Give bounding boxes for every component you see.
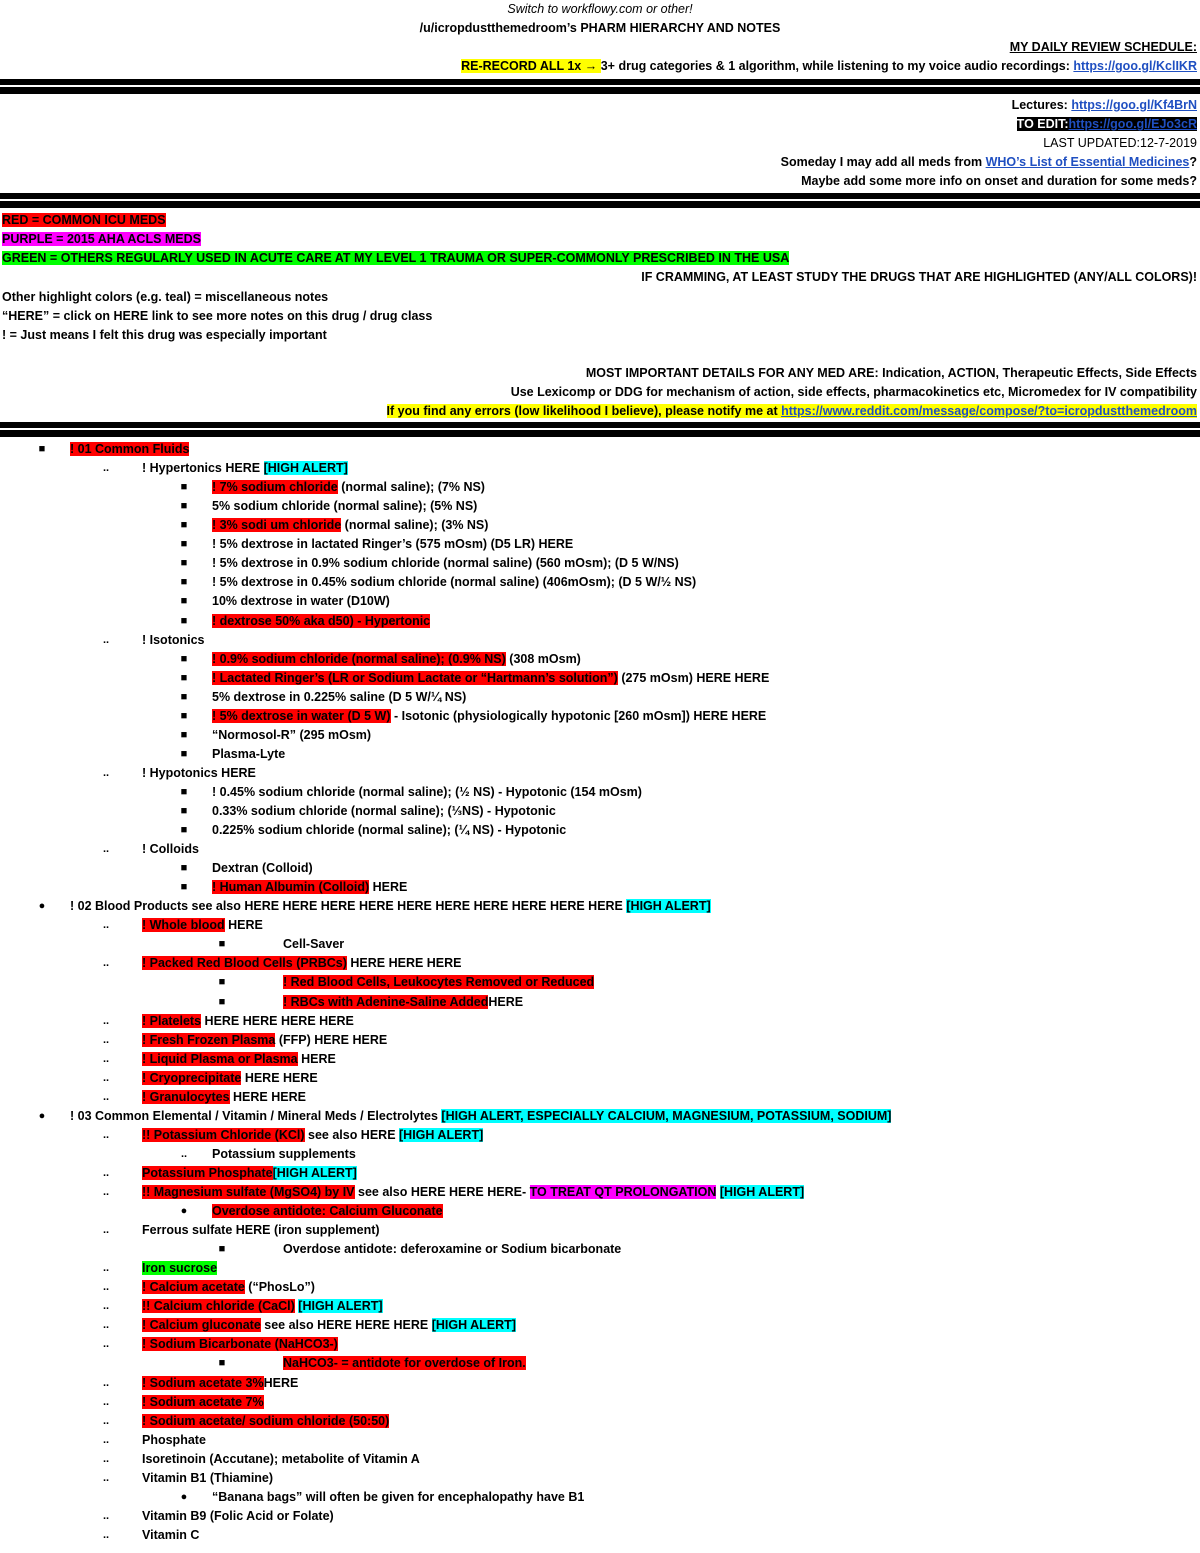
plain-text: 5% dextrose in 0.225% saline (D 5 W/¼ NS) [212, 689, 467, 704]
outline-text [142, 1126, 483, 1145]
bullet-icon: .. [102, 1071, 110, 1084]
bullet-icon: ■ [218, 938, 226, 951]
bullet-icon: ■ [180, 690, 188, 703]
plain-text: HERE [224, 918, 263, 933]
highlight-text: [HIGH ALERT] [431, 1318, 516, 1333]
plain-text: (“PhosLo”) [244, 1280, 315, 1295]
bullet-icon: .. [102, 633, 110, 646]
plain-text: Isoretinoin (Accutane); metabolite of Vitamin A [142, 1451, 420, 1466]
legend-green: GREEN = OTHERS REGULARLY USED IN ACUTE CARE AT MY LEVEL 1 TRAUMA OR SUPER-COMMONLY PRESCRIBED IN THE USA [2, 251, 790, 265]
outline-item [0, 783, 1200, 802]
outline-item [0, 1278, 1200, 1297]
plain-text: (normal saline); (7% NS) [337, 480, 485, 495]
plain-text: Ferrous sulfate HERE (iron supplement) [142, 1223, 380, 1238]
bullet-icon: .. [102, 462, 110, 475]
plain-text: HERE [297, 1051, 336, 1066]
plain-text: HERE [488, 994, 524, 1009]
outline-text [142, 1088, 306, 1107]
edit-link[interactable]: https://goo.gl/EJo3cR [1068, 117, 1197, 131]
outline-text [142, 1050, 336, 1069]
outline-item [0, 592, 1200, 611]
outline-text [142, 1526, 199, 1545]
plain-text: ! Isotonics [142, 632, 205, 647]
bullet-icon: ■ [180, 805, 188, 817]
outline-text [142, 1335, 338, 1354]
outline-text [142, 764, 256, 783]
outline-text [212, 688, 466, 707]
outline-item [0, 631, 1200, 650]
plain-text: ! 5% dextrose in 0.9% sodium chloride (normal saline) (560 mOsm); (D 5 W/NS) [212, 556, 679, 571]
outline-item [0, 516, 1200, 535]
outline-item [0, 859, 1200, 878]
outline-item [0, 459, 1200, 478]
bullet-icon: .. [102, 1433, 110, 1446]
outline-text [142, 1450, 420, 1469]
outline-text [142, 954, 462, 973]
someday-text: Someday I may add all meds from [780, 155, 986, 169]
outline-item [0, 1316, 1200, 1335]
plain-text: see also HERE HERE HERE- [354, 1185, 530, 1199]
outline-text [142, 1297, 383, 1316]
plain-text: HERE HERE [229, 1089, 306, 1104]
outline-item [0, 1050, 1200, 1069]
cramming-note: IF CRAMMING, AT LEAST STUDY THE DRUGS THAT ARE HIGHLIGHTED (ANY/ALL COLORS)! [641, 270, 1197, 284]
plain-text: see also HERE HERE HERE [260, 1318, 432, 1333]
outline-item [0, 802, 1200, 821]
highlight-text: ! 01 Common Fluids [70, 442, 190, 456]
outline-text [212, 669, 769, 688]
someday-line [0, 153, 1200, 172]
highlight-text: ! 3% sodi um chloride [212, 518, 342, 533]
bullet-icon: ■ [180, 785, 188, 798]
bullet-icon: .. [102, 1090, 110, 1103]
outline-text [142, 1278, 315, 1297]
plain-text: Vitamin C [142, 1527, 200, 1542]
outline-item [0, 669, 1200, 688]
rerecord-link[interactable]: https://goo.gl/KclIKR [1073, 59, 1197, 73]
outline-item [0, 1374, 1200, 1393]
plain-text: - Isotonic (physiologically hypotonic [260 mOsm]) HERE HERE [390, 708, 767, 723]
plain-text: Dextran (Colloid) [212, 861, 313, 876]
outline-item [0, 993, 1200, 1012]
outline-item [0, 1031, 1200, 1050]
bullet-icon: .. [102, 1528, 110, 1541]
outline-item [0, 1107, 1200, 1126]
errors-line [0, 402, 1200, 421]
highlight-text: ! Sodium acetate 7% [142, 1394, 264, 1409]
outline-item [0, 1297, 1200, 1316]
outline-item [0, 935, 1200, 954]
outline-text [142, 1221, 380, 1240]
outline-item [0, 478, 1200, 497]
last-updated: LAST UPDATED:12-7-2019 [1043, 136, 1197, 150]
bullet-icon: .. [180, 1147, 188, 1160]
highlight-text: Iron sucrose [142, 1261, 218, 1276]
outline-text [142, 459, 348, 478]
outline-item [0, 1069, 1200, 1088]
highlight-text: TO TREAT QT PROLONGATION [529, 1185, 717, 1199]
highlight-text: [HIGH ALERT] [298, 1299, 383, 1314]
outline-item [0, 1354, 1200, 1373]
bullet-icon: ■ [180, 747, 188, 760]
outline-item [0, 1164, 1200, 1183]
outline-text [142, 840, 199, 859]
other-colors-note: Other highlight colors (e.g. teal) = miscellaneous notes [2, 290, 329, 304]
outline-text [212, 745, 285, 764]
outline-item [0, 1012, 1200, 1031]
bullet-icon: .. [102, 1033, 110, 1046]
legend-purple: PURPLE = 2015 AHA ACLS MEDS [2, 232, 202, 246]
bullet-icon: ■ [218, 995, 226, 1008]
outline-text [212, 1145, 356, 1164]
outline-item [0, 573, 1200, 592]
bullet-icon: ■ [180, 595, 188, 608]
divider [0, 422, 1200, 437]
bullet-icon: .. [102, 957, 110, 970]
highlight-text: ! Whole blood [142, 918, 225, 933]
rerecord-text: 3+ drug categories & 1 algorithm, while listening to my voice audio recordings: [600, 59, 1074, 73]
outline-text [212, 497, 477, 516]
bullet-icon: ■ [180, 652, 188, 665]
maybe-note: Maybe add some more info on onset and duration for some meds? [801, 174, 1197, 188]
outline-text [212, 1202, 443, 1221]
outline-item [0, 973, 1200, 992]
outline-text [142, 1259, 217, 1278]
outline-text [212, 612, 430, 631]
highlight-text: ! 7% sodium chloride [212, 480, 338, 495]
highlight-text: ! Platelets [142, 1013, 202, 1028]
outline-text [212, 1488, 584, 1507]
bullet-icon: ● [38, 1109, 46, 1122]
outline-item [0, 764, 1200, 783]
outline-text [212, 554, 679, 573]
outline-text [142, 1507, 334, 1526]
bullet-icon: .. [102, 766, 110, 779]
plain-text: ! Colloids [142, 842, 199, 856]
errors-link[interactable]: https://www.reddit.com/message/compose/?to=icropdustthemedroom [781, 404, 1197, 418]
highlight-text: [HIGH ALERT] [719, 1185, 805, 1199]
outline-text [142, 1393, 264, 1412]
plain-text: ! Hypertonics HERE [142, 461, 264, 476]
outline-item [0, 840, 1200, 859]
highlight-text: ! Lactated Ringer’s (LR or Sodium Lactate or “Hartmann’s solution”) [212, 670, 618, 685]
plain-text: Overdose antidote: deferoxamine or Sodium bicarbonate [283, 1242, 622, 1257]
bullet-icon: ■ [180, 728, 188, 741]
bullet-icon: ■ [180, 862, 188, 875]
who-link[interactable]: WHO’s List of Essential Medicines [985, 155, 1190, 169]
highlight-text: ! 0.9% sodium chloride (normal saline); (0.9% NS) [212, 651, 506, 666]
plain-text: ! 0.45% sodium chloride (normal saline); (½ NS) - Hypotonic (154 mOsm) [212, 784, 642, 799]
bullet-icon: .. [102, 1052, 110, 1065]
bullet-icon: ■ [180, 614, 188, 627]
highlight-text: !! Calcium chloride (CaCl) [142, 1299, 295, 1314]
bullet-icon: .. [102, 1014, 110, 1027]
outline-item [0, 878, 1200, 897]
outline-item [0, 650, 1200, 669]
bullet-icon: ■ [180, 824, 188, 836]
bullet-icon: ■ [218, 1243, 226, 1256]
bullet-icon: ■ [218, 976, 226, 989]
outline-item [0, 897, 1200, 916]
outline-item [0, 612, 1200, 631]
outline-item [0, 440, 1200, 459]
highlight-text: ! RBCs with Adenine-Saline Added [283, 994, 489, 1009]
outline-text [212, 516, 488, 535]
outline-text [142, 1431, 206, 1450]
plain-text: 0.225% sodium chloride (normal saline); (¼ NS) - Hypotonic [212, 823, 567, 837]
bullet-icon: .. [102, 1319, 110, 1332]
outline-item [0, 1145, 1200, 1164]
outline-text [212, 878, 407, 897]
lexicomp-note: Use Lexicomp or DDG for mechanism of action, side effects, pharmacokinetics etc, Micromedex for IV compatibility [510, 385, 1197, 399]
outline-item [0, 1335, 1200, 1354]
highlight-text: ! Granulocytes [142, 1089, 230, 1104]
outline-text [142, 916, 263, 935]
outline-text [142, 1183, 804, 1202]
outline-text [212, 859, 313, 878]
highlight-text: ! Packed Red Blood Cells (PRBCs) [142, 956, 347, 971]
plain-text: HERE [263, 1375, 299, 1390]
outline-item [0, 1183, 1200, 1202]
bullet-icon: .. [102, 1186, 110, 1198]
plain-text: Potassium supplements [212, 1146, 356, 1161]
plain-text: 0.33% sodium chloride (normal saline); (⅓NS) - Hypotonic [212, 804, 556, 818]
outline-text [212, 535, 573, 554]
bullet-icon: .. [102, 1471, 110, 1484]
bullet-icon: ■ [38, 443, 46, 455]
most-important-note: MOST IMPORTANT DETAILS FOR ANY MED ARE: Indication, ACTION, Therapeutic Effects, Side Effects [585, 366, 1197, 380]
bullet-icon: .. [102, 1338, 110, 1351]
outline-text [212, 707, 766, 726]
plain-text: ! 02 Blood Products see also HERE HERE HERE HERE HERE HERE HERE HERE HERE HERE [70, 899, 627, 914]
switch-note: Switch to workflowy.com or other! [507, 2, 693, 16]
outline-text [142, 1374, 298, 1393]
outline-text [283, 935, 344, 954]
outline-text [212, 821, 566, 840]
bullet-icon: ■ [180, 481, 188, 494]
outline-text [212, 478, 485, 497]
bullet-icon: ● [38, 900, 46, 913]
bullet-icon: .. [102, 1281, 110, 1294]
outline-item [0, 1450, 1200, 1469]
bullet-icon: ■ [180, 709, 188, 722]
review-schedule-label: MY DAILY REVIEW SCHEDULE: [1009, 40, 1197, 54]
bullet-icon: .. [102, 1300, 110, 1313]
plain-text: (FFP) HERE HERE [275, 1032, 388, 1047]
outline-text [212, 802, 556, 821]
plain-text: Vitamin B1 (Thiamine) [142, 1470, 274, 1485]
bullet-icon: .. [102, 1224, 110, 1237]
bullet-icon: .. [102, 1414, 110, 1427]
plain-text: (normal saline); (3% NS) [341, 518, 489, 533]
bullet-icon: .. [102, 919, 110, 932]
lectures-link[interactable]: https://goo.gl/Kf4BrN [1071, 98, 1197, 112]
highlight-text: ! Cryoprecipitate [142, 1070, 242, 1085]
highlight-text: ! Sodium acetate/ sodium chloride (50:50) [142, 1413, 390, 1428]
highlight-text: Potassium Phosphate [142, 1165, 273, 1180]
bullet-icon: .. [102, 1128, 110, 1141]
highlight-text: ! Sodium Bicarbonate (NaHCO3-) [142, 1337, 338, 1352]
highlight-text: [HIGH ALERT] [272, 1165, 357, 1180]
bullet-icon: ● [180, 1205, 188, 1217]
plain-text: 10% dextrose in water (D10W) [212, 594, 390, 609]
outline-item [0, 554, 1200, 573]
plain-text: Plasma-Lyte [212, 746, 286, 761]
highlight-text: ! dextrose 50% aka d50) - Hypertonic [212, 613, 431, 628]
plain-text: ! Hypotonics HERE [142, 765, 256, 780]
highlight-text: !! Magnesium sulfate (MgSO4) by IV [142, 1185, 355, 1199]
outline-text [70, 1107, 891, 1126]
highlight-text: ! Liquid Plasma or Plasma [142, 1051, 298, 1066]
plain-text: HERE HERE HERE [346, 956, 462, 971]
plain-text: 5% sodium chloride (normal saline); (5% NS) [212, 499, 478, 514]
outline-item [0, 1507, 1200, 1526]
outline-item [0, 726, 1200, 745]
outline-text [283, 973, 594, 992]
outline-item [0, 1088, 1200, 1107]
outline-item [0, 688, 1200, 707]
plain-text: Phosphate [142, 1432, 206, 1447]
legend-purple-line [0, 230, 1200, 249]
outline-text [142, 1069, 318, 1088]
outline-item [0, 954, 1200, 973]
outline-item [0, 745, 1200, 764]
lectures-line [0, 96, 1200, 115]
plain-text: HERE [369, 880, 408, 895]
rerecord-line [0, 57, 1200, 76]
outline-text [142, 1031, 387, 1050]
highlight-text: ! 5% dextrose in water (D 5 W) [212, 708, 391, 723]
edit-line [0, 115, 1200, 134]
outline-item [0, 821, 1200, 840]
rerecord-highlight: RE-RECORD ALL 1x → [461, 59, 601, 73]
outline-text [142, 1164, 357, 1183]
plain-text: see also HERE [304, 1127, 400, 1142]
bullet-icon: ■ [180, 519, 188, 532]
highlight-text: ! Human Albumin (Colloid) [212, 880, 370, 895]
outline-text [283, 1240, 621, 1259]
outline-text [142, 1316, 516, 1335]
plain-text: “Banana bags” will often be given for encephalopathy have B1 [212, 1489, 585, 1504]
plain-text: ! 5% dextrose in lactated Ringer’s (575 mOsm) (D5 LR) HERE [212, 537, 574, 552]
bullet-icon: ■ [218, 1357, 226, 1370]
bullet-icon: ● [180, 1490, 188, 1503]
plain-text: Cell-Saver [283, 937, 345, 952]
outline-item [0, 1240, 1200, 1259]
highlight-text: [HIGH ALERT] [399, 1127, 484, 1142]
outline-text [283, 1354, 526, 1373]
plain-text: Vitamin B9 (Folic Acid or Folate) [142, 1508, 334, 1523]
outline-text [142, 1469, 273, 1488]
outline-item [0, 497, 1200, 516]
bullet-icon: ■ [180, 881, 188, 894]
bullet-icon: .. [102, 1452, 110, 1465]
outline-item [0, 1469, 1200, 1488]
legend-green-line [0, 249, 1200, 268]
errors-text: If you find any errors (low likelihood I believe), please notify me at [386, 404, 782, 418]
outline-item [0, 1488, 1200, 1507]
bullet-icon: .. [102, 1509, 110, 1522]
highlight-text: ! Sodium acetate 3% [142, 1375, 264, 1390]
bullet-icon: ■ [180, 500, 188, 513]
outline-item [0, 1126, 1200, 1145]
highlight-text: [HIGH ALERT] [626, 899, 711, 914]
bullet-icon: ■ [180, 557, 188, 570]
bullet-icon: .. [102, 1166, 110, 1179]
outline-item [0, 1412, 1200, 1431]
bullet-icon: .. [102, 843, 110, 855]
plain-text: (308 mOsm) [505, 651, 581, 666]
outline-text [283, 993, 523, 1012]
outline-item [0, 1526, 1200, 1545]
plain-text: HERE HERE HERE HERE [201, 1013, 354, 1028]
outline-text [70, 440, 189, 459]
highlight-text: Overdose antidote: Calcium Gluconate [212, 1204, 443, 1218]
outline-text [142, 631, 205, 650]
edit-label: TO EDIT: [1016, 117, 1069, 131]
here-note: “HERE” = click on HERE link to see more notes on this drug / drug class [2, 309, 433, 323]
highlight-text: !! Potassium Chloride (KCl) [142, 1127, 305, 1142]
outline-item [0, 1393, 1200, 1412]
divider [0, 193, 1200, 208]
legend-red: RED = COMMON ICU MEDS [2, 213, 166, 227]
legend-red-line [0, 211, 1200, 230]
bullet-icon: ■ [180, 671, 188, 684]
outline-text [212, 573, 696, 592]
highlight-text: NaHCO3- = antidote for overdose of Iron. [283, 1356, 526, 1371]
outline-text [142, 1012, 354, 1031]
outline-item [0, 1431, 1200, 1450]
page-title: /u/icropdustthemedroom’s PHARM HIERARCHY AND NOTES [419, 21, 781, 35]
outline-item [0, 1202, 1200, 1221]
outline-text [212, 783, 642, 802]
outline-item [0, 707, 1200, 726]
bullet-icon: ■ [180, 576, 188, 589]
bullet-icon: .. [102, 1376, 110, 1389]
outline-item [0, 1221, 1200, 1240]
outline-text [142, 1412, 389, 1431]
review-schedule-heading [0, 38, 1200, 57]
highlight-text: [HIGH ALERT, ESPECIALLY CALCIUM, MAGNESIUM, POTASSIUM, SODIUM] [441, 1108, 892, 1123]
plain-text: HERE HERE [241, 1070, 318, 1085]
highlight-text: ! Calcium gluconate [142, 1318, 261, 1333]
divider [0, 79, 1200, 94]
outline-text [212, 650, 581, 669]
highlight-text: [HIGH ALERT] [263, 461, 348, 476]
lectures-label: Lectures: [1011, 98, 1072, 112]
outline-text [212, 726, 371, 745]
outline-item [0, 535, 1200, 554]
plain-text: “Normosol-R” (295 mOsm) [212, 727, 372, 742]
outline-item [0, 1259, 1200, 1278]
plain-text: ! 03 Common Elemental / Vitamin / Mineral Meds / Electrolytes [70, 1108, 442, 1123]
someday-end: ? [1189, 155, 1197, 169]
plain-text: (275 mOsm) HERE HERE [617, 670, 770, 685]
highlight-text: ! Calcium acetate [142, 1280, 245, 1295]
bullet-icon: ■ [180, 538, 188, 551]
bullet-icon: .. [102, 1395, 110, 1408]
outline-text [70, 897, 711, 916]
plain-text: ! 5% dextrose in 0.45% sodium chloride (normal saline) (406mOsm); (D 5 W/½ NS) [212, 575, 697, 590]
outline-item [0, 916, 1200, 935]
outline-text [212, 592, 390, 611]
highlight-text: ! Red Blood Cells, Leukocytes Removed or Reduced [283, 975, 595, 990]
important-note: ! = Just means I felt this drug was especially important [2, 328, 327, 342]
highlight-text: ! Fresh Frozen Plasma [142, 1032, 276, 1047]
bullet-icon: .. [102, 1262, 110, 1275]
